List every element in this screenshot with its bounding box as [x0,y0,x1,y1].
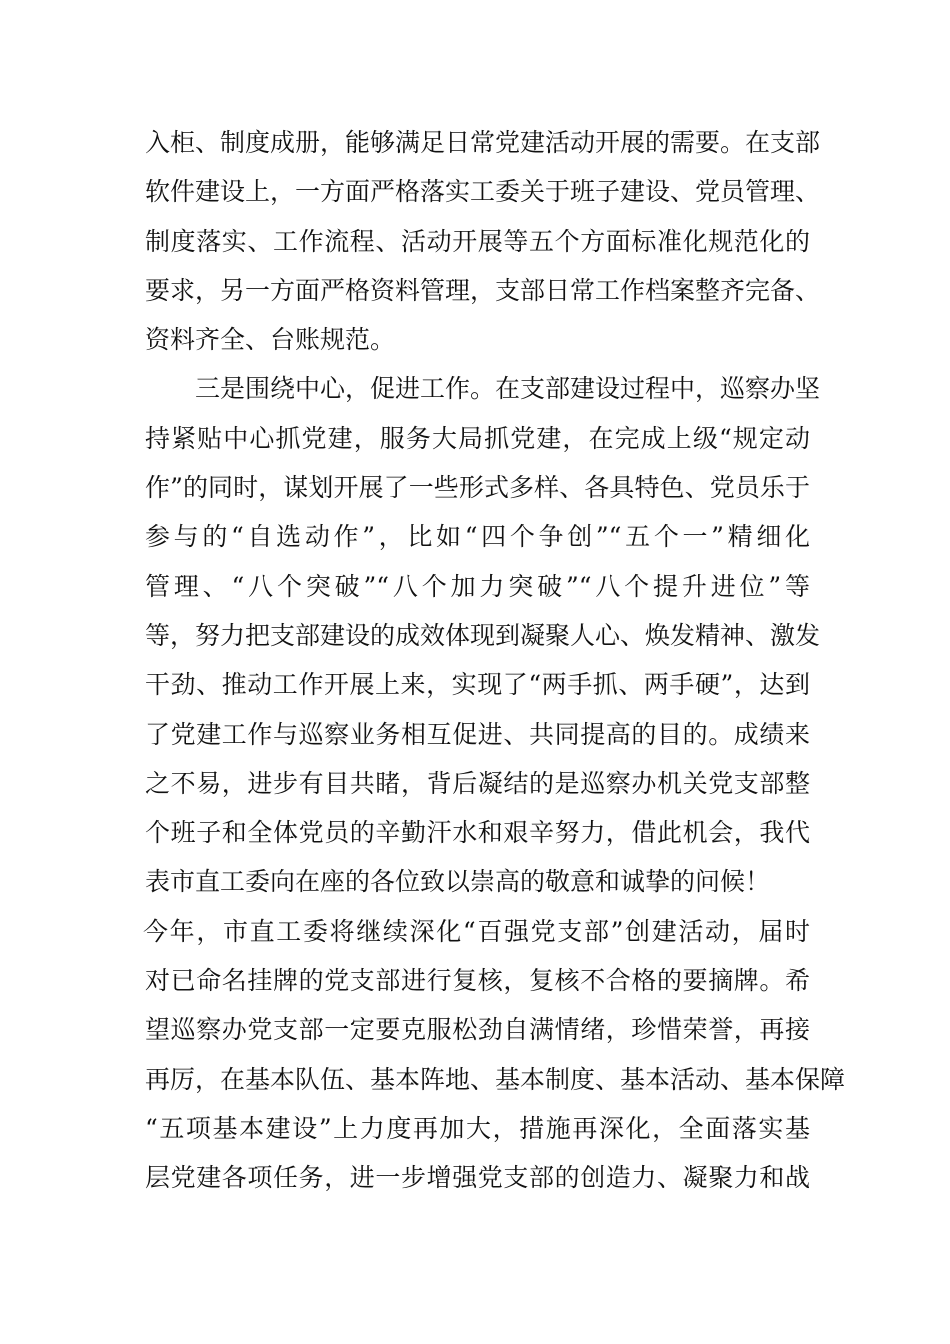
text-line: 个班子和全体党员的辛勤汗水和艰辛努力，借此机会，我代 [145,818,810,848]
text-line: 表市直工委向在座的各位致以崇高的敬意和诚挚的问候！ [145,867,771,897]
text-line: 今年，市直工委将继续深化“百强党支部”创建活动，届时 [143,916,810,946]
text-line: 制度落实、工作流程、活动开展等五个方面标准化规范化的 [145,226,810,256]
text-line: 管理、“八个突破”“八个加力突破”“八个提升进位”等 [145,571,810,601]
text-line: 作”的同时，谋划开展了一些形式多样、各具特色、党员乐于 [145,473,810,503]
text-line: 资料齐全、台账规范。 [145,325,396,355]
text-line: 了党建工作与巡察业务相互促进、共同提高的目的。成绩来 [145,719,810,749]
text-line: 持紧贴中心抓党建，服务大局抓党建，在完成上级“规定动 [145,423,810,453]
text-line: 之不易，进步有目共睹，背后凝结的是巡察办机关党支部整 [145,768,810,798]
text-line: “五项基本建设”上力度再加大，措施再深化，全面落实基 [145,1113,810,1143]
text-line: 等，努力把支部建设的成效体现到凝聚人心、焕发精神、激发 [145,620,821,650]
text-line: 入柜、制度成册，能够满足日常党建活动开展的需要。在支部 [145,128,821,157]
text-line: 要求，另一方面严格资料管理，支部日常工作档案整齐完备、 [145,275,821,305]
text-line: 干劲、推动工作开展上来，实现了“两手抓、两手硬”，达到 [145,670,810,700]
text-line: 望巡察办党支部一定要克服松劲自满情绪，珍惜荣誉，再接 [145,1015,810,1045]
text-line: 对已命名挂牌的党支部进行复核，复核不合格的要摘牌。希 [145,966,810,996]
text-line: 参与的“自选动作”，比如“四个争创”“五个一”精细化 [145,522,810,552]
text-line: 软件建设上，一方面严格落实工委关于班子建设、党员管理、 [145,177,821,207]
body-text [143,118,846,1203]
text-line: 层党建各项任务，进一步增强党支部的创造力、凝聚力和战 [145,1163,810,1193]
text-line: 三是围绕中心，促进工作。在支部建设过程中，巡察办坚 [195,374,821,404]
text-line: 再厉，在基本队伍、基本阵地、基本制度、基本活动、基本保障 [145,1064,846,1094]
